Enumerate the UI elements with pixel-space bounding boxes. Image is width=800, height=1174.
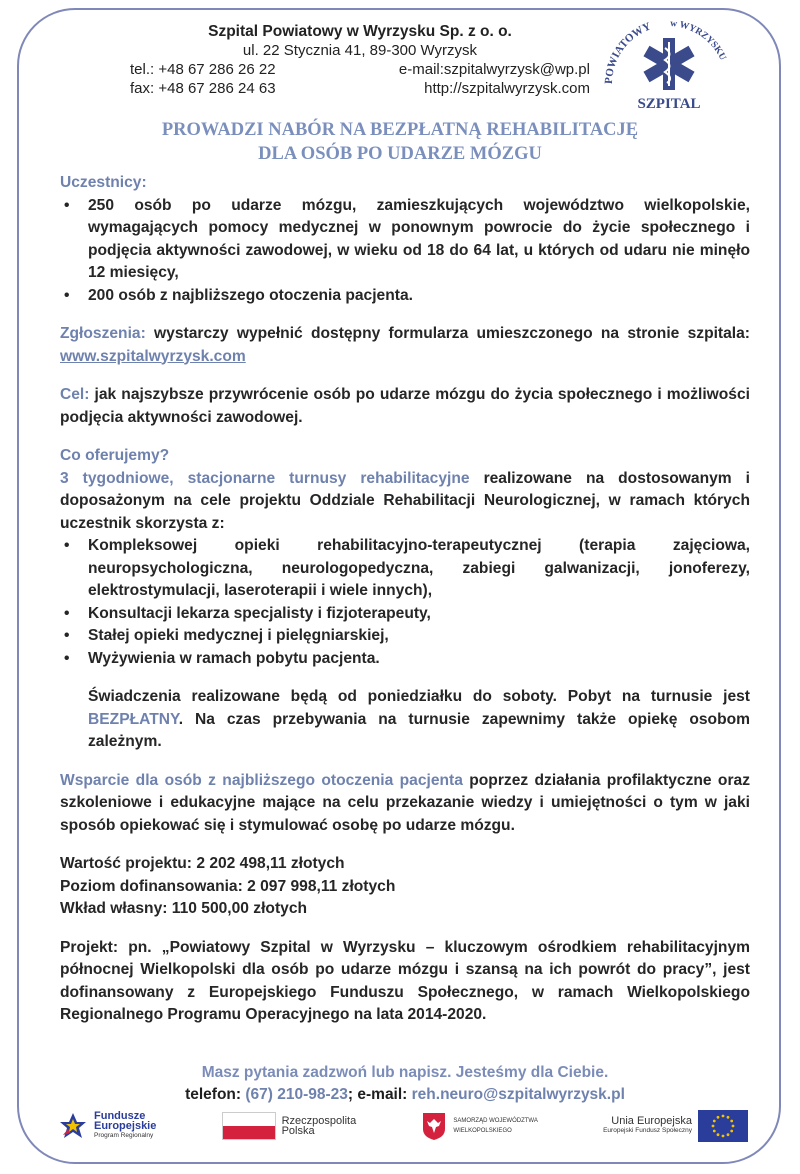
hospital-www[interactable]: http://szpitalwyrzysk.com [424, 80, 590, 97]
finance-value: Wartość projektu: 2 202 498,11 złotych [60, 855, 345, 872]
hospital-email[interactable]: e-mail:szpitalwyrzysk@wp.pl [398, 61, 590, 78]
logo-arc-right: w WYRZYSKU [669, 18, 728, 63]
contact-block [60, 1062, 750, 1106]
finance-own: Wkład własny: 110 500,00 złotych [60, 900, 308, 917]
goal-paragraph [60, 384, 750, 429]
support-label: Wsparcie dla osób z najbliższego otoczenia pacjenta [60, 771, 463, 789]
offer-intro [60, 468, 750, 536]
ue-line-1: Unia Europejska [611, 1115, 692, 1127]
hospital-address: ul. 22 Stycznia 41, 89-300 Wyrzysk [242, 42, 478, 59]
list-item: • Kompleksowej opieki rehabilitacyjno-terapeutycznej (terapia zajęciowa, neuropsychologiczna, neurologopedyczna, zabiegi galwanizacji, jonoferezy, elektrostymulacji, laseroterapii i wiele innych), [60, 535, 750, 603]
list-item: • 250 osób po udarze mózgu, zamieszkujących województwo wielkopolskie, wymagających pomocy medycznej w ponownym powrocie do życie społecznego i podjęcia aktywności zawodowej, w wieku od 18 do 64 lat, u których od udaru nie minęło 12 miesięcy, [60, 195, 750, 285]
offer-note [60, 686, 750, 754]
star-of-life-icon [643, 38, 694, 90]
fe-line-3: Program Regionalny [94, 1132, 154, 1139]
list-item: • Stałej opieki medycznej i pielęgniarskiej, [60, 625, 750, 648]
offer-text: realizowane na dostosowanym i doposażonym na cele projektu Oddziale Rehabilitacji Neurologicznej, w ramach których uczestnik skorzysta z: [60, 469, 750, 532]
support-text: poprzez działania profilaktyczne oraz szkoleniowe i edukacyjne mające na celu przekazanie wiedzy i umiejętności o tym w jaki sposób opiekować się i stymulować osobę po udarze mózgu. [60, 771, 750, 834]
samorzad-wielkopolski-logo [421, 1111, 537, 1141]
finance-funding: Poziom dofinansowania: 2 097 998,11 złotych [60, 877, 396, 895]
support-paragraph [60, 770, 750, 838]
project-paragraph: Projekt: pn. „Powiatowy Szpital w Wyrzysku – kluczowym ośrodkiem rehabilitacyjnym północnej Wielkopolski dla osób po udarze mózgu i szansą na ich powrót do pracy”, jest dofinansowany z Europejskiego Funduszu Społecznego, w ramach Wielkopolskiego Regionalnego Programu Operacyjnego na lata 2014-2020. [60, 938, 750, 1023]
contact-line-1: Masz pytania zadzwoń lub napisz. Jesteśmy dla Ciebie. [201, 1064, 609, 1081]
free-badge: BEZPŁATNY [88, 710, 179, 728]
logo-arc-left: POWIATOWY [602, 20, 653, 85]
funding-logos-footer [58, 1104, 748, 1148]
page-title [60, 118, 740, 166]
participants-label: Uczestnicy: [60, 174, 147, 191]
contact-separator: ; [347, 1086, 358, 1103]
offer-label: Co oferujemy? [60, 447, 170, 464]
list-item: • Wyżywienia w ramach pobytu pacjenta. [60, 648, 750, 671]
rp-line-1: Rzeczpospolita [281, 1115, 357, 1127]
fe-star-icon [58, 1111, 88, 1141]
ue-line-2: Europejski Fundusz Społeczny [603, 1127, 692, 1134]
hospital-header [120, 22, 600, 98]
list-item: • Konsultacji lekarza specjalisty i fizjoterapeuty, [60, 603, 750, 626]
fundusze-europejskie-logo [58, 1111, 156, 1141]
list-item: • 200 osób z najbliższego otoczenia pacjenta. [60, 285, 750, 308]
poland-flag-icon [222, 1112, 276, 1140]
goal-text: jak najszybsze przywrócenie osób po udarze mózgu do życia społecznego i możliwości podjęcia aktywności zawodowej. [60, 386, 750, 426]
logo-bottom-text: SZPITAL [637, 96, 701, 112]
hospital-logo [594, 14, 744, 114]
hospital-website-link[interactable]: www.szpitalwyrzysk.com [60, 347, 246, 365]
contact-line-2 [60, 1084, 750, 1106]
rzeczpospolita-logo [222, 1112, 357, 1140]
hospital-fax: fax: +48 67 286 24 63 [130, 80, 276, 97]
phone-number[interactable]: (67) 210-98-23 [241, 1086, 348, 1103]
hospital-tel: tel.: +48 67 286 26 22 [130, 61, 276, 78]
eu-flag-icon [698, 1110, 748, 1142]
offer-note-b: . Na czas przebywania na turnusie zapewnimy także opiekę osobom zależnym. [88, 710, 750, 750]
applications-paragraph [60, 323, 750, 368]
contact-email[interactable]: reh.neuro@szpitalwyrzysk.pl [407, 1086, 625, 1103]
eagle-shield-icon [421, 1111, 447, 1141]
phone-label: telefon: [185, 1086, 242, 1103]
fe-line-2: Europejskie [94, 1120, 157, 1132]
rp-line-2: Polska [281, 1125, 315, 1137]
offer-note-a: Świadczenia realizowane będą od poniedziałku do soboty. Pobyt na turnusie jest [88, 688, 750, 705]
sw-line-1: SAMORZĄD WOJEWÓDZTWA [453, 1118, 538, 1124]
main-content [60, 172, 750, 1027]
goal-label: Cel: [60, 386, 90, 403]
applications-label: Zgłoszenia: [60, 325, 146, 342]
offer-highlight: 3 tygodniowe, stacjonarne turnusy rehabilitacyjne [60, 469, 470, 487]
title-line-2: DLA OSÓB PO UDARZE MÓZGU [258, 144, 542, 164]
offer-list [60, 535, 750, 670]
participants-list [60, 195, 750, 308]
title-line-1: PROWADZI NABÓR NA BEZPŁATNĄ REHABILITACJĘ [161, 120, 639, 140]
unia-europejska-logo [603, 1110, 748, 1142]
fe-line-1: Fundusze [94, 1110, 146, 1122]
hospital-name: Szpital Powiatowy w Wyrzysku Sp. z o. o. [208, 23, 512, 40]
applications-text: wystarczy wypełnić dostępny formularza umieszczonego na stronie szpitala: [145, 325, 750, 342]
email-label: e-mail: [357, 1086, 408, 1103]
sw-line-2: WIELKOPOLSKIEGO [453, 1128, 512, 1134]
